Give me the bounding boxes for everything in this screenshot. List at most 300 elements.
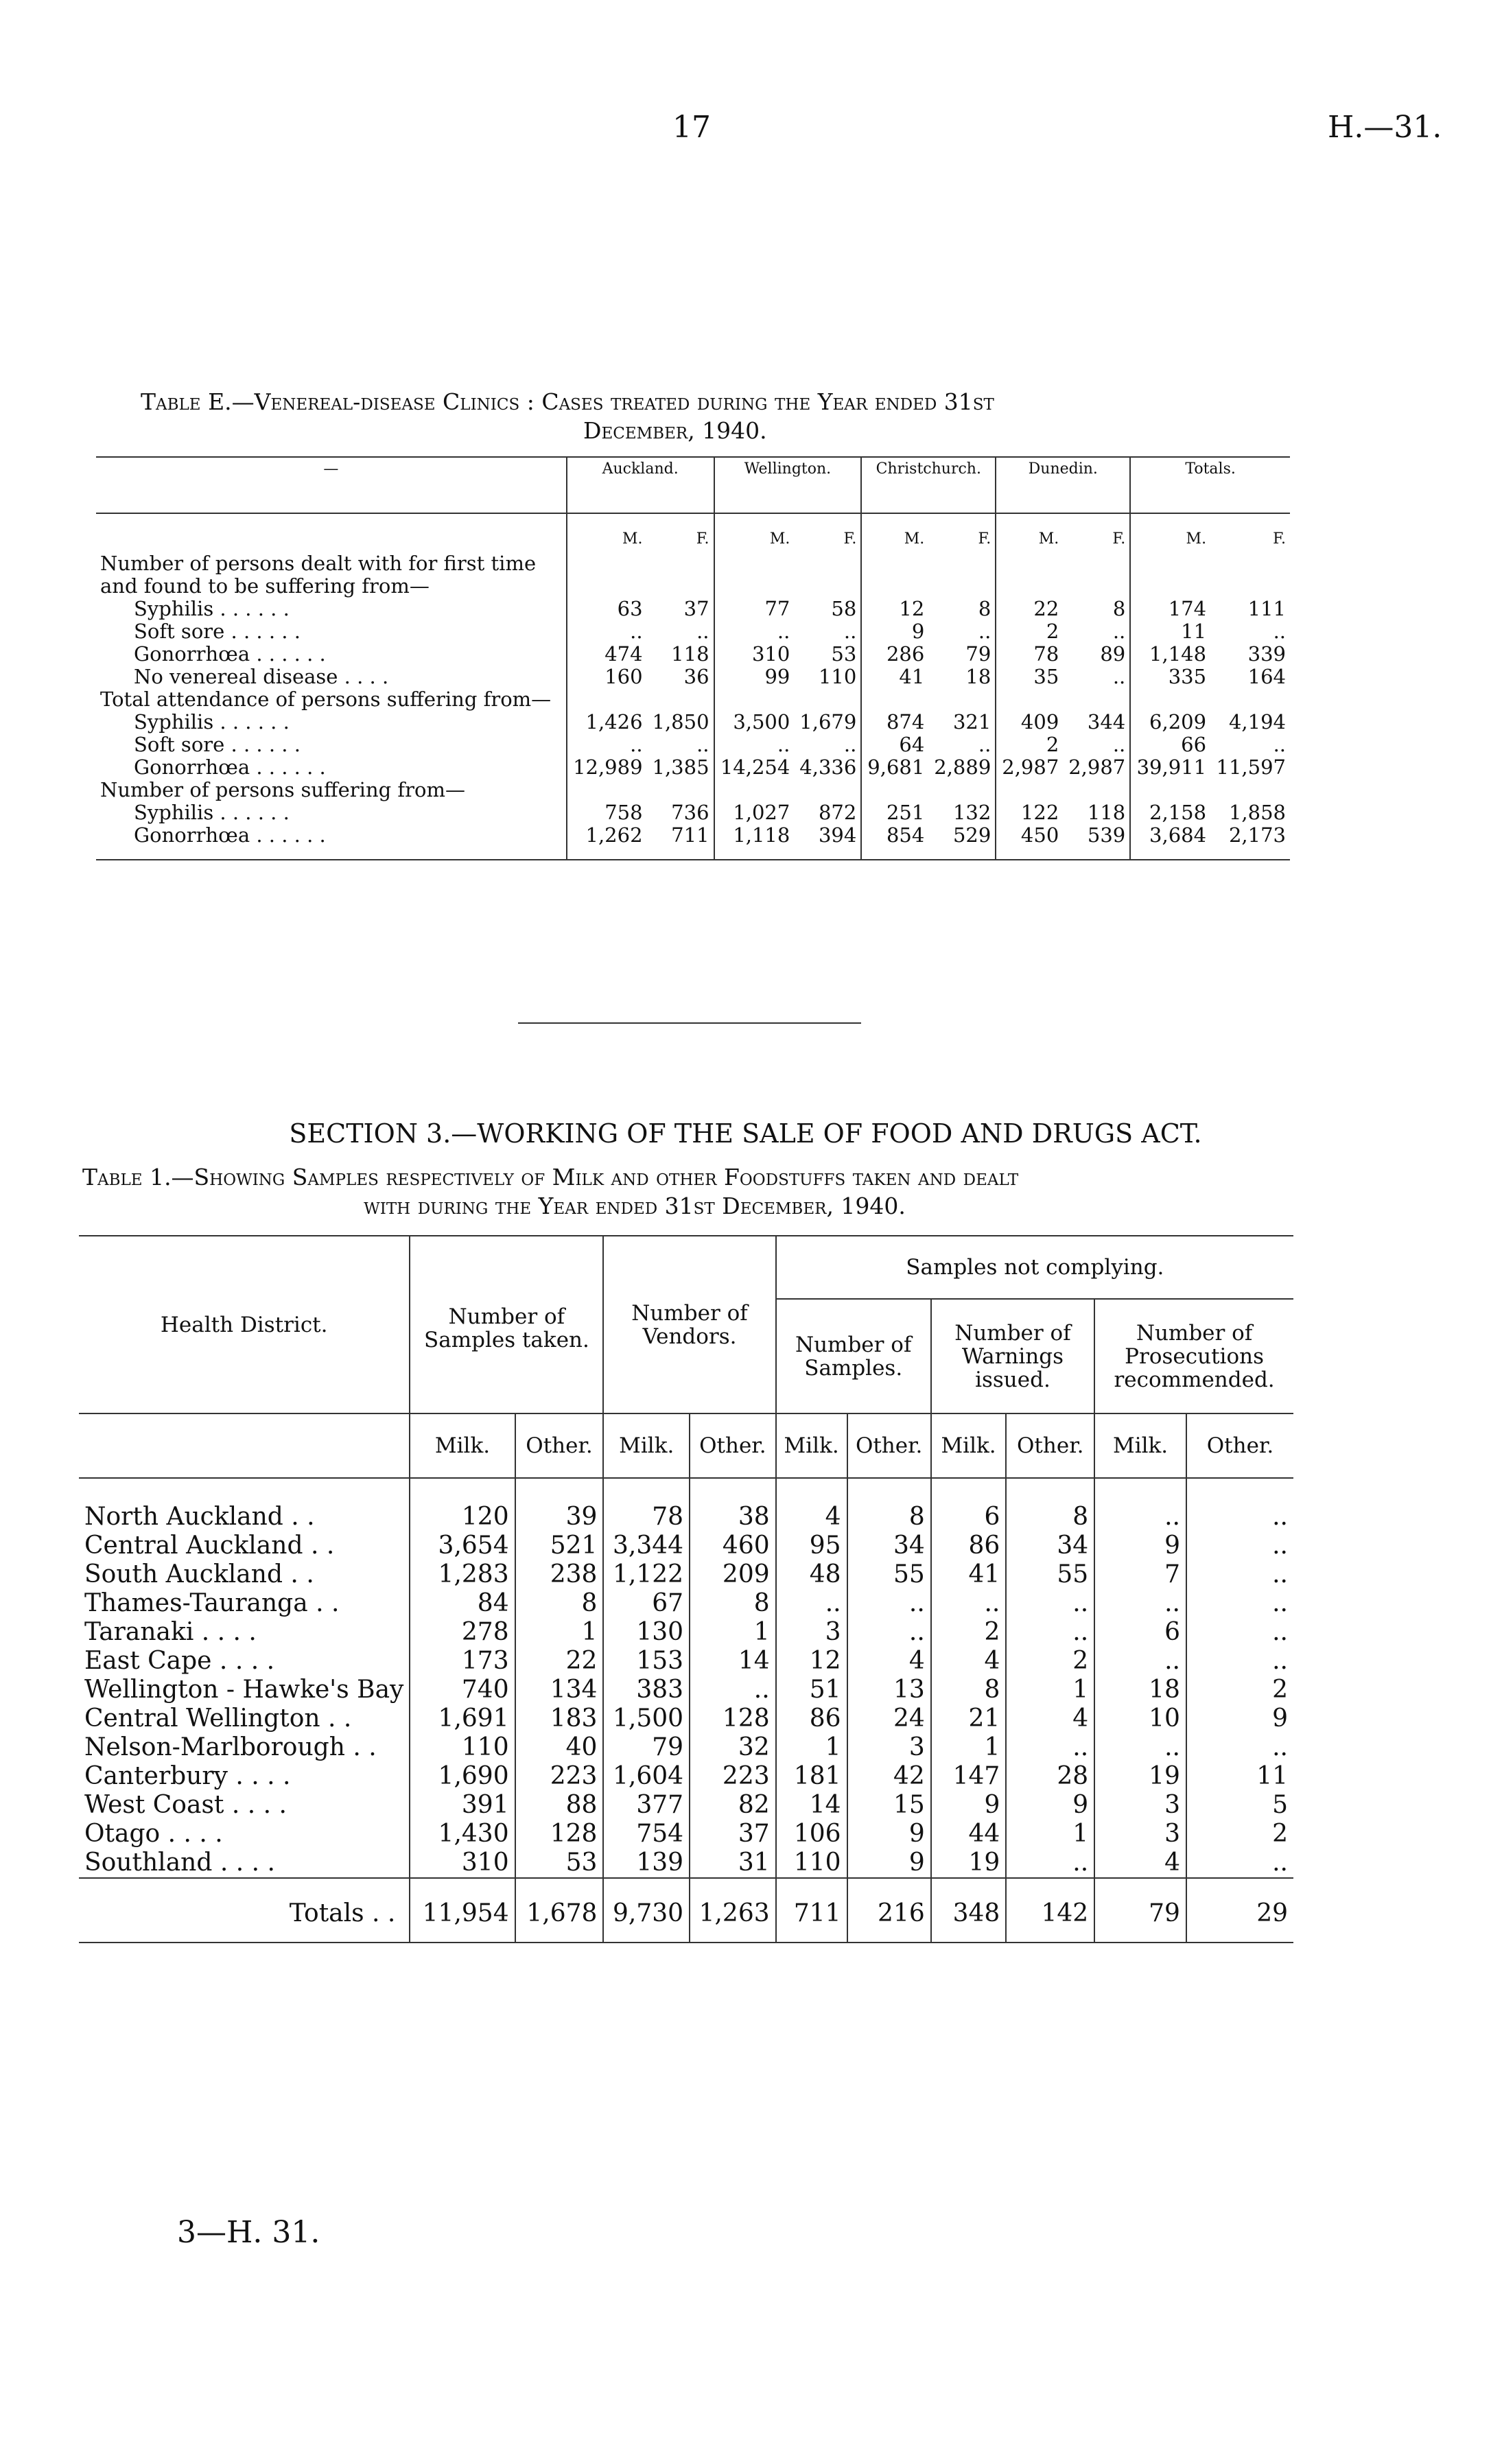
cell-value: 164 <box>1247 665 1286 688</box>
cell-value: 8 <box>978 597 991 620</box>
cell-value <box>794 552 861 598</box>
milk-label: Milk. <box>1094 1413 1186 1478</box>
cell-value: 18 <box>1094 1676 1186 1704</box>
cell-value: 88 <box>515 1791 604 1820</box>
district-row <box>79 1676 1293 1704</box>
cell-value: 14,254 <box>714 756 795 779</box>
cell-value: 41 <box>861 666 928 688</box>
cell-value: 3 <box>1094 1820 1186 1849</box>
cell-value: 9,730 <box>603 1878 690 1943</box>
district-name: Central Wellington . . <box>84 1704 352 1733</box>
cell-value: 1,122 <box>603 1560 690 1589</box>
table-e-row <box>96 688 1290 711</box>
cell-value: .. <box>931 1589 1007 1618</box>
cell-value: 11 <box>1186 1762 1293 1791</box>
cell-value: .. <box>696 620 709 643</box>
district-name: West Coast . . . . <box>84 1791 287 1819</box>
cell-value: 9,681 <box>861 756 928 779</box>
cell-value: 474 <box>567 643 647 666</box>
cell-value: .. <box>978 733 991 756</box>
milk-label: Milk. <box>410 1413 515 1478</box>
group-auckland: Auckland. <box>567 457 714 513</box>
cell-value: 15 <box>847 1791 931 1820</box>
district-name: Canterbury . . . . <box>84 1762 291 1790</box>
cell-value: 9 <box>861 620 928 643</box>
totals-label: Totals . . <box>79 1878 410 1943</box>
cell-value: 9 <box>931 1791 1007 1820</box>
cell-value: 1,679 <box>799 710 857 734</box>
cell-value: 181 <box>776 1762 847 1791</box>
cell-value: 4 <box>776 1478 847 1532</box>
cell-value: .. <box>1006 1589 1094 1618</box>
cell-value: 1 <box>931 1733 1007 1762</box>
cell-value: 183 <box>515 1704 604 1733</box>
district-row <box>79 1820 1293 1849</box>
cell-value: 63 <box>567 598 647 620</box>
other-label: Other. <box>515 1413 604 1478</box>
table-e-title-line2: December, 1940. <box>583 417 767 444</box>
table-1-title-line1: Table 1.—Showing Samples respectively of Milk and other Foodstuffs taken and dealt <box>82 1164 1019 1190</box>
cell-value: 64 <box>861 734 928 756</box>
cell-value: 11 <box>1130 620 1210 643</box>
milk-label: Milk. <box>603 1413 690 1478</box>
cell-value: 29 <box>1186 1878 1293 1943</box>
cell-value: 37 <box>690 1820 776 1849</box>
cell-value: 110 <box>818 665 857 688</box>
cell-value: .. <box>1006 1849 1094 1878</box>
totals-row <box>79 1878 1293 1943</box>
cell-value: 1 <box>515 1618 604 1647</box>
cell-value: 55 <box>847 1560 931 1589</box>
cell-value: 39 <box>515 1478 604 1532</box>
col-health-district: Health District. <box>160 1312 328 1337</box>
table-e-row <box>96 756 1290 779</box>
cell-value: 22 <box>996 598 1063 620</box>
cell-value: 147 <box>931 1762 1007 1791</box>
cell-value: 11,954 <box>410 1878 515 1943</box>
cell-value: 44 <box>931 1820 1007 1849</box>
cell-value: .. <box>847 1589 931 1618</box>
cell-value: .. <box>1186 1532 1293 1560</box>
f-label: F. <box>1273 530 1286 548</box>
district-row <box>79 1704 1293 1733</box>
cell-value: 1,027 <box>714 801 795 824</box>
cell-value <box>996 688 1063 711</box>
cell-value: 8 <box>931 1676 1007 1704</box>
cell-value: 53 <box>831 642 857 666</box>
district-row <box>79 1589 1293 1618</box>
cell-value: 2 <box>931 1618 1007 1647</box>
f-label: F. <box>1112 530 1126 548</box>
cell-value <box>996 779 1063 801</box>
cell-value: 18 <box>965 665 991 688</box>
cell-value: 539 <box>1087 823 1126 847</box>
cell-value: 1,858 <box>1228 801 1286 824</box>
cell-value: .. <box>1186 1849 1293 1878</box>
cell-value: .. <box>1006 1733 1094 1762</box>
cell-value: 77 <box>714 598 795 620</box>
district-name: North Auckland . . <box>84 1503 315 1531</box>
cell-value: 8 <box>1006 1478 1094 1532</box>
cell-value: .. <box>567 620 647 643</box>
cell-value <box>1130 779 1210 801</box>
m-label: M. <box>1130 513 1210 552</box>
series-code: H.—31. <box>1328 110 1442 145</box>
cell-value: 12 <box>861 598 928 620</box>
cell-value: 1,678 <box>515 1878 604 1943</box>
cell-value: 36 <box>683 665 709 688</box>
cell-value: 128 <box>515 1820 604 1849</box>
district-name: Nelson-Marlborough . . <box>84 1733 377 1761</box>
cell-value: 12,989 <box>567 756 647 779</box>
cell-value: 8 <box>690 1589 776 1618</box>
cell-value: 223 <box>690 1762 776 1791</box>
cell-value: 278 <box>410 1618 515 1647</box>
cell-value: 2,889 <box>934 755 991 779</box>
cell-value: 110 <box>776 1849 847 1878</box>
cell-value: 4 <box>1006 1704 1094 1733</box>
district-row <box>79 1647 1293 1676</box>
col-vendors: Number of Vendors. <box>603 1236 775 1413</box>
milk-label: Milk. <box>776 1413 847 1478</box>
cell-value: 310 <box>714 643 795 666</box>
cell-value <box>861 552 928 598</box>
cell-value <box>928 779 996 801</box>
cell-value: 118 <box>1087 801 1126 824</box>
cell-value: 51 <box>776 1676 847 1704</box>
footer-code: 3—H. 31. <box>177 2215 320 2250</box>
cell-value: 9 <box>1094 1532 1186 1560</box>
other-label: Other. <box>847 1413 931 1478</box>
cell-value: 1,850 <box>652 710 709 734</box>
cell-value: 1,283 <box>410 1560 515 1589</box>
district-row <box>79 1849 1293 1878</box>
cell-value: 529 <box>952 823 991 847</box>
cell-value: 40 <box>515 1733 604 1762</box>
table-1-subheader-row <box>79 1413 1293 1478</box>
row-label: Soft sore . . . . . . <box>134 733 301 756</box>
cell-value: 38 <box>690 1478 776 1532</box>
cell-value: 66 <box>1130 734 1210 756</box>
cell-value: 122 <box>996 801 1063 824</box>
cell-value: 8 <box>1112 597 1126 620</box>
cell-value: 3 <box>847 1733 931 1762</box>
table-e-corner: — <box>96 457 567 513</box>
table-1-title <box>82 1163 1290 1221</box>
cell-value: 1,426 <box>567 711 647 734</box>
row-label: Gonorrhœa . . . . . . <box>134 823 326 847</box>
cell-value: 2,158 <box>1130 801 1210 824</box>
cell-value: 754 <box>603 1820 690 1849</box>
row-label: No venereal disease . . . . <box>134 665 389 688</box>
district-name: Central Auckland . . <box>84 1532 335 1560</box>
cell-value: 79 <box>603 1733 690 1762</box>
cell-value: 42 <box>847 1762 931 1791</box>
m-label: M. <box>714 513 795 552</box>
table-1 <box>79 1235 1293 1943</box>
col-warnings: Number of Warnings issued. <box>931 1299 1094 1413</box>
cell-value: 209 <box>690 1560 776 1589</box>
cell-value: 142 <box>1006 1878 1094 1943</box>
cell-value: 13 <box>847 1676 931 1704</box>
cell-value: 78 <box>603 1478 690 1532</box>
cell-value: 120 <box>410 1478 515 1532</box>
cell-value <box>1210 552 1290 598</box>
cell-value: 134 <box>515 1676 604 1704</box>
cell-value <box>647 688 714 711</box>
cell-value: 2 <box>996 620 1063 643</box>
cell-value: .. <box>1094 1478 1186 1532</box>
cell-value: 1,430 <box>410 1820 515 1849</box>
cell-value: 34 <box>847 1532 931 1560</box>
cell-value: .. <box>1186 1733 1293 1762</box>
cell-value: 173 <box>410 1647 515 1676</box>
cell-value: 1,500 <box>603 1704 690 1733</box>
cell-value <box>996 552 1063 598</box>
cell-value: .. <box>1094 1733 1186 1762</box>
group-wellington: Wellington. <box>714 457 862 513</box>
table-e-row <box>96 779 1290 801</box>
cell-value: 106 <box>776 1820 847 1849</box>
row-label: Number of persons dealt with for first time and found to be suffering from— <box>100 552 537 598</box>
cell-value: 736 <box>671 801 709 824</box>
cell-value <box>1063 688 1130 711</box>
cell-value <box>714 688 795 711</box>
cell-value: 1,690 <box>410 1762 515 1791</box>
cell-value: 4,194 <box>1228 710 1286 734</box>
cell-value: 216 <box>847 1878 931 1943</box>
cell-value: 1,148 <box>1130 643 1210 666</box>
cell-value: 310 <box>410 1849 515 1878</box>
cell-value <box>1210 779 1290 801</box>
cell-value: 78 <box>996 643 1063 666</box>
cell-value: 521 <box>515 1532 604 1560</box>
cell-value: 19 <box>1094 1762 1186 1791</box>
cell-value: 854 <box>861 824 928 860</box>
cell-value: .. <box>1112 665 1126 688</box>
cell-value: .. <box>1094 1647 1186 1676</box>
cell-value: .. <box>1186 1647 1293 1676</box>
other-label: Other. <box>690 1413 776 1478</box>
table-e-row <box>96 552 1290 598</box>
cell-value: 67 <box>603 1589 690 1618</box>
cell-value: 55 <box>1006 1560 1094 1589</box>
district-name: East Cape . . . . <box>84 1647 275 1675</box>
cell-value: .. <box>843 620 857 643</box>
cell-value <box>928 552 996 598</box>
cell-value: 19 <box>931 1849 1007 1878</box>
cell-value: 139 <box>603 1849 690 1878</box>
cell-value: 874 <box>861 711 928 734</box>
district-name: South Auckland . . <box>84 1560 314 1588</box>
cell-value: 409 <box>996 711 1063 734</box>
cell-value: 1,262 <box>567 824 647 860</box>
district-name: Southland . . . . <box>84 1849 275 1877</box>
cell-value: .. <box>978 620 991 643</box>
cell-value: 383 <box>603 1676 690 1704</box>
district-row <box>79 1791 1293 1820</box>
page-number: 17 <box>672 110 711 145</box>
cell-value: 251 <box>861 801 928 824</box>
cell-value: 3,654 <box>410 1532 515 1560</box>
cell-value: 110 <box>410 1733 515 1762</box>
cell-value: 4 <box>1094 1849 1186 1878</box>
district-name: Taranaki . . . . <box>84 1618 257 1646</box>
row-label: Soft sore . . . . . . <box>134 620 301 643</box>
cell-value: 35 <box>996 666 1063 688</box>
cell-value: 1,385 <box>652 755 709 779</box>
cell-value: 89 <box>1100 642 1126 666</box>
cell-value: .. <box>1186 1589 1293 1618</box>
cell-value: 3,344 <box>603 1532 690 1560</box>
row-label: Number of persons suffering from— <box>100 778 465 801</box>
cell-value: 8 <box>515 1589 604 1618</box>
cell-value: 711 <box>671 823 709 847</box>
f-label: F. <box>843 530 857 548</box>
table-e-row <box>96 801 1290 824</box>
cell-value: 6 <box>1094 1618 1186 1647</box>
cell-value: 377 <box>603 1791 690 1820</box>
cell-value: 160 <box>567 666 647 688</box>
cell-value: 1 <box>690 1618 776 1647</box>
cell-value <box>861 688 928 711</box>
cell-value: 39,911 <box>1130 756 1210 779</box>
cell-value: 14 <box>776 1791 847 1820</box>
table-e-row <box>96 734 1290 756</box>
cell-value: 37 <box>683 597 709 620</box>
cell-value: 2,173 <box>1228 823 1286 847</box>
cell-value: 2 <box>1006 1647 1094 1676</box>
cell-value: 5 <box>1186 1791 1293 1820</box>
cell-value: 223 <box>515 1762 604 1791</box>
cell-value: 1,118 <box>714 824 795 860</box>
group-totals: Totals. <box>1130 457 1290 513</box>
cell-value: 238 <box>515 1560 604 1589</box>
district-name: Otago . . . . <box>84 1820 223 1848</box>
group-dunedin: Dunedin. <box>996 457 1130 513</box>
cell-value: 460 <box>690 1532 776 1560</box>
cell-value: 1 <box>1006 1676 1094 1704</box>
district-name: Thames-Tauranga . . <box>84 1589 340 1617</box>
cell-value: 394 <box>818 823 857 847</box>
row-label: Syphilis . . . . . . <box>134 801 290 824</box>
cell-value: .. <box>1112 733 1126 756</box>
cell-value: 99 <box>714 666 795 688</box>
cell-value: 14 <box>690 1647 776 1676</box>
cell-value <box>714 779 795 801</box>
table-e-row <box>96 711 1290 734</box>
cell-value: 3,684 <box>1130 824 1210 860</box>
cell-value: 32 <box>690 1733 776 1762</box>
row-label: Total attendance of persons suffering from— <box>100 688 552 711</box>
cell-value <box>567 552 647 598</box>
cell-value: 132 <box>952 801 991 824</box>
group-christchurch: Christchurch. <box>861 457 996 513</box>
cell-value: .. <box>776 1589 847 1618</box>
f-label: F. <box>978 530 991 548</box>
district-row <box>79 1478 1293 1532</box>
district-name: Wellington - Hawke's Bay <box>84 1676 404 1704</box>
cell-value: 6 <box>931 1478 1007 1532</box>
cell-value <box>647 779 714 801</box>
cell-value: 391 <box>410 1791 515 1820</box>
m-label: M. <box>861 513 928 552</box>
cell-value: .. <box>714 734 795 756</box>
cell-value: 339 <box>1247 642 1286 666</box>
cell-value: 79 <box>965 642 991 666</box>
cell-value <box>647 552 714 598</box>
cell-value: 6,209 <box>1130 711 1210 734</box>
cell-value <box>861 779 928 801</box>
cell-value: 31 <box>690 1849 776 1878</box>
cell-value: 4 <box>847 1647 931 1676</box>
cell-value: .. <box>567 734 647 756</box>
section-3-heading: SECTION 3.—WORKING OF THE SALE OF FOOD AND DRUGS ACT. <box>289 1118 1202 1149</box>
cell-value: .. <box>843 733 857 756</box>
cell-value: 4 <box>931 1647 1007 1676</box>
cell-value <box>567 779 647 801</box>
cell-value: 11,597 <box>1216 755 1286 779</box>
cell-value: .. <box>696 733 709 756</box>
table-1-title-line2: with during the Year ended 31st December, 1940. <box>364 1193 906 1219</box>
cell-value: .. <box>1094 1589 1186 1618</box>
cell-value: .. <box>847 1618 931 1647</box>
row-label: Gonorrhœa . . . . . . <box>134 755 326 779</box>
cell-value: 2 <box>996 734 1063 756</box>
cell-value: 2,987 <box>1068 755 1126 779</box>
table-e <box>96 456 1290 860</box>
district-row <box>79 1733 1293 1762</box>
cell-value: 286 <box>861 643 928 666</box>
table-e-row <box>96 598 1290 620</box>
cell-value <box>567 688 647 711</box>
cell-value <box>1130 552 1210 598</box>
cell-value: .. <box>1273 620 1286 643</box>
cell-value: 34 <box>1006 1532 1094 1560</box>
cell-value <box>794 688 861 711</box>
cell-value <box>794 779 861 801</box>
cell-value: 3 <box>1094 1791 1186 1820</box>
row-label: Syphilis . . . . . . <box>134 597 290 620</box>
cell-value: 2 <box>1186 1820 1293 1849</box>
cell-value: 1,691 <box>410 1704 515 1733</box>
row-label: Syphilis . . . . . . <box>134 710 290 734</box>
table-e-row <box>96 643 1290 666</box>
district-row <box>79 1532 1293 1560</box>
cell-value: 4,336 <box>799 755 857 779</box>
cell-value: 3,500 <box>714 711 795 734</box>
m-label: M. <box>567 513 647 552</box>
table-e-row <box>96 824 1290 860</box>
cell-value: 41 <box>931 1560 1007 1589</box>
cell-value: 7 <box>1094 1560 1186 1589</box>
cell-value: 9 <box>847 1849 931 1878</box>
cell-value <box>1063 779 1130 801</box>
cell-value: 111 <box>1247 597 1286 620</box>
col-samples-not-complying: Samples not complying. <box>776 1236 1293 1299</box>
row-label: Gonorrhœa . . . . . . <box>134 642 326 666</box>
cell-value: 84 <box>410 1589 515 1618</box>
cell-value: 53 <box>515 1849 604 1878</box>
cell-value: .. <box>1112 620 1126 643</box>
table-e-title-line1: Table E.—Venereal-disease Clinics : Cases treated during the Year ended 31st <box>141 388 994 415</box>
table-e-row <box>96 666 1290 688</box>
cell-value: 2 <box>1186 1676 1293 1704</box>
cell-value: .. <box>1186 1560 1293 1589</box>
cell-value: 3 <box>776 1618 847 1647</box>
cell-value: 22 <box>515 1647 604 1676</box>
cell-value: 48 <box>776 1560 847 1589</box>
